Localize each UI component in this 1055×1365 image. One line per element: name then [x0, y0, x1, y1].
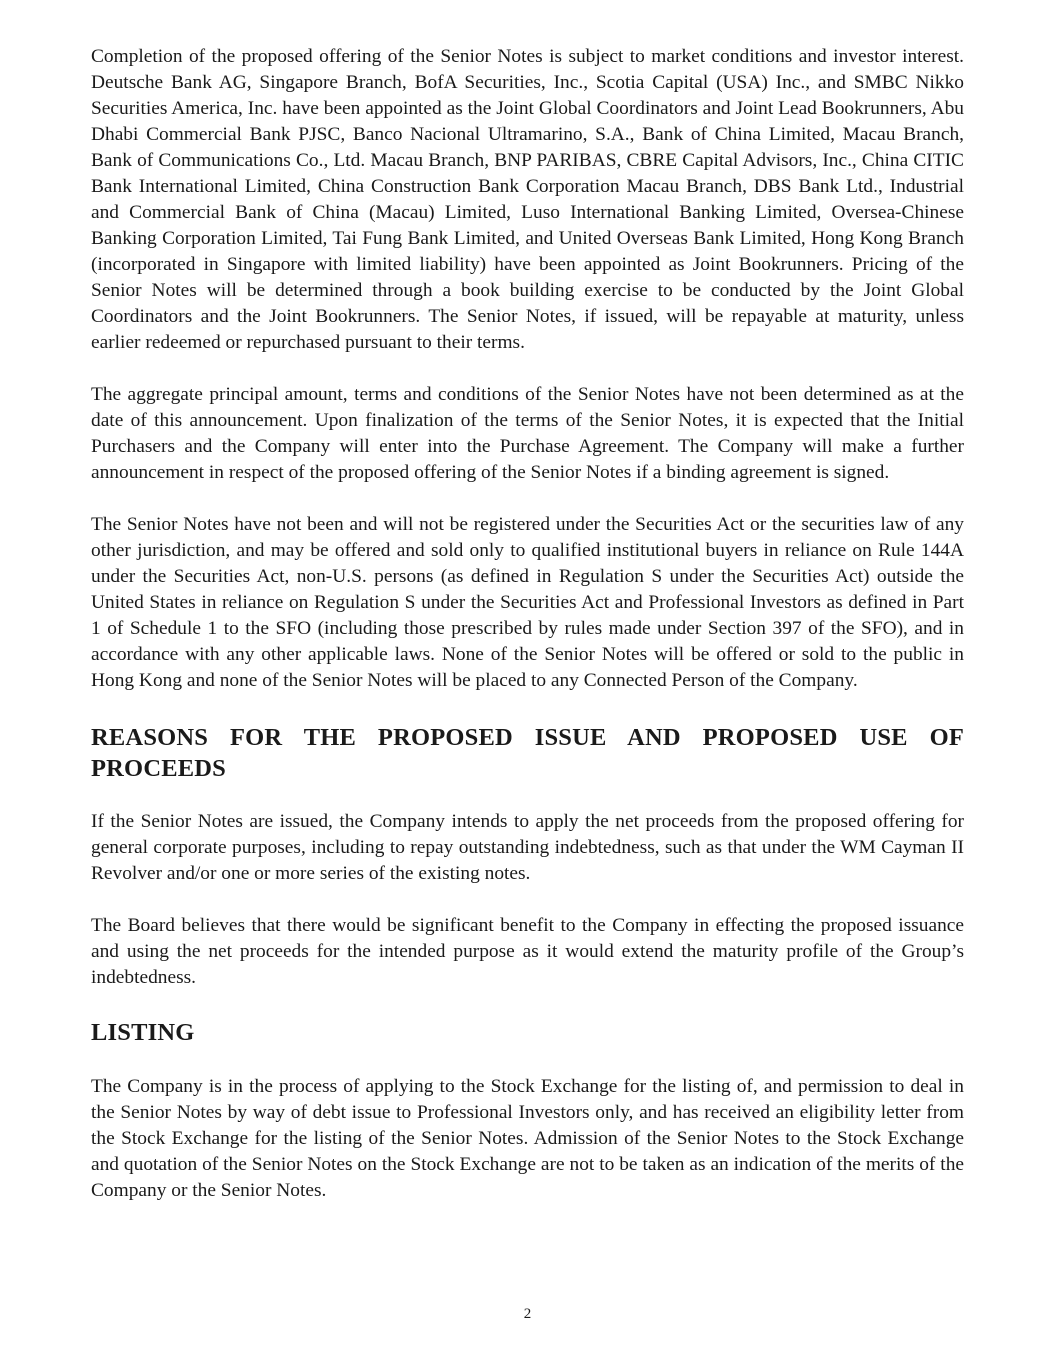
heading-reasons-line-1: REASONS FOR THE PROPOSED ISSUE AND PROPOSED USE OF: [91, 724, 964, 751]
heading-reasons-line-2: PROCEEDS: [91, 755, 227, 782]
paragraph-securities-act: The Senior Notes have not been and will not be registered under the Securities Act or the securities law of any other jurisdiction, and may be offered and sold only to qualified institutional buyers in reliance on Rule 144A under the Securities Act, non-U.S. persons (as defined in Regulation S under the Securities Act) outside the United States in reliance on Regulation S under the Securities Act and Professional Investors as defined in Part 1 of Schedule 1 to the SFO (including those prescribed by rules made under Section 397 of the SFO), and in accordance with any other applicable laws. None of the Senior Notes will be offered or sold to the public in Hong Kong and none of the Senior Notes will be placed to any Connected Person of the Company.: [91, 514, 964, 691]
paragraph-principal-amount: The aggregate principal amount, terms and conditions of the Senior Notes have not been determined as at the date of this announcement. Upon finalization of the terms of the Senior Notes, it is expected that the Initial Purchasers and the Company will enter into the Purchase Agreement. The Company will make a further announcement in respect of the proposed offering of the Senior Notes if a binding agreement is signed.: [91, 384, 964, 483]
paragraph-offering-completion: Completion of the proposed offering of the Senior Notes is subject to market conditions and investor interest. Deutsche Bank AG, Singapore Branch, BofA Securities, Inc., Scotia Capital (USA) Inc., and SMBC Nikko Securities America, Inc. have been appointed as the Joint Global Coordinators and Joint Lead Bookrunners, Abu Dhabi Commercial Bank PJSC, Banco Nacional Ultramarino, S.A., Bank of China Limited, Macau Branch, Bank of Communications Co., Ltd. Macau Branch, BNP PARIBAS, CBRE Capital Advisors, Inc., China CITIC Bank International Limited, China Construction Bank Corporation Macau Branch, DBS Bank Ltd., Industrial and Commercial Bank of China (Macau) Limited, Luso International Banking Limited, Oversea-Chinese Banking Corporation Limited, Tai Fung Bank Limited, and United Overseas Bank Limited, Hong Kong Branch (incorporated in Singapore with limited liability) have been appointed as Joint Bookrunners. Pricing of the Senior Notes will be determined through a book building exercise to be conducted by the Joint Global Coordinators and the Joint Bookrunners. The Senior Notes, if issued, will be repayable at maturity, unless earlier redeemed or repurchased pursuant to their terms.: [91, 46, 964, 353]
document-page: [91, 44, 964, 1204]
paragraph-board-believes: The Board believes that there would be significant benefit to the Company in effecting the proposed issuance and using the net proceeds for the intended purpose as it would extend the maturity profile of the Group’s indebtedness.: [91, 915, 964, 988]
heading-reasons-for-issue: [91, 722, 964, 784]
heading-listing: LISTING: [91, 1019, 195, 1046]
page-number: 2: [523, 1306, 532, 1322]
paragraph-listing: The Company is in the process of applying to the Stock Exchange for the listing of, and permission to deal in the Senior Notes by way of debt issue to Professional Investors only, and has received an eligibility letter from the Stock Exchange for the listing of the Senior Notes. Admission of the Senior Notes to the Stock Exchange and quotation of the Senior Notes on the Stock Exchange are not to be taken as an indication of the merits of the Company or the Senior Notes.: [91, 1076, 964, 1201]
paragraph-use-of-proceeds: If the Senior Notes are issued, the Company intends to apply the net proceeds from the proposed offering for general corporate purposes, including to repay outstanding indebtedness, such as that under the WM Cayman II Revolver and/or one or more series of the existing notes.: [91, 811, 964, 884]
